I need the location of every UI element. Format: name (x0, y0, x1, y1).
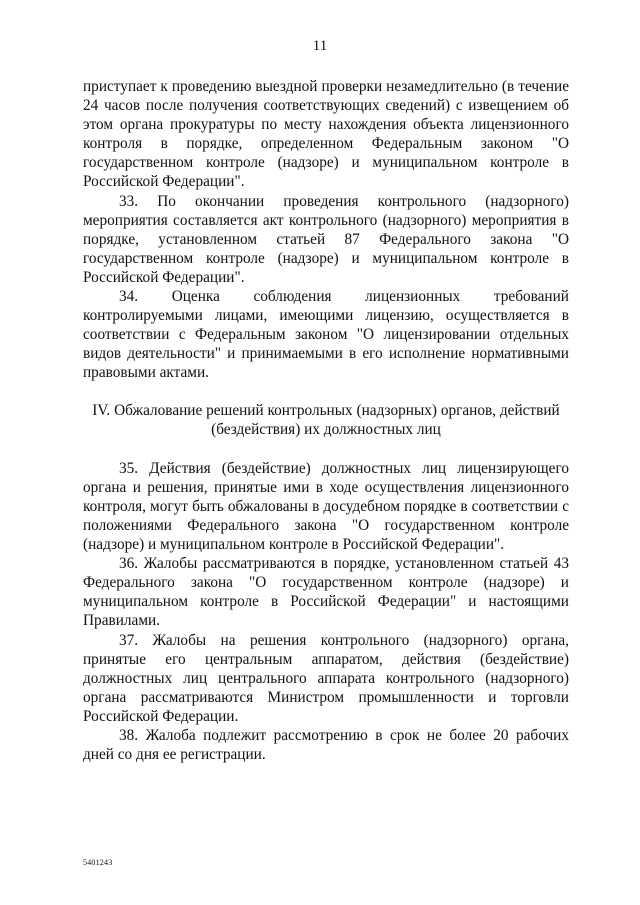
paragraph-38: 38. Жалоба подлежит рассмотрению в срок не более 20 рабочих дней со дня ее регистрации. (83, 727, 569, 764)
page-number: 11 (312, 38, 328, 54)
paragraph-37: 37. Жалобы на решения контрольного (надзорного) органа, принятые его центральным аппаратом, действия (бездействие) должностных лиц центрального аппарата контрольного (надзорного) органа рассматриваются Министром промышленности и торговли Российской Федерации. (83, 631, 569, 725)
paragraph-34: 34. Оценка соблюдения лицензионных требований контролируемыми лицами, имеющими лицензию, осуществляется в соответствии с Федеральным законом "О лицензировании отдельных видов деятельности" и принимаемыми в его исполнение нормативными правовыми актами. (83, 288, 569, 382)
paragraph-33: 33. По окончании проведения контрольного (надзорного) мероприятия составляется акт контрольного (надзорного) мероприятия в порядке, установленном статьей 87 Федерального закона "О государственном контроле (надзоре) и муниципальном контроле в Российской Федерации". (83, 192, 569, 286)
paragraph-35: 35. Действия (бездействие) должностных лиц лицензирующего органа и решения, принятые ими в ходе осуществления лицензионного контроля, могут быть обжалованы в досудебном порядке в соответствии с положениями Федерального закона "О государственном контроле (надзоре) и муниципальном контроле в Российской Федерации". (83, 459, 569, 554)
document-code: 5401243 (83, 858, 113, 867)
section-heading: IV. Обжалование решений контрольных (надзорных) органов, действий (бездействия) их должностных лиц (92, 401, 560, 438)
paragraph-36: 36. Жалобы рассматриваются в порядке, установленном статьей 43 Федерального закона "О государственном контроле (надзоре) и муниципальном контроле в Российской Федерации" и настоящими Правилами. (83, 555, 569, 630)
document-body (83, 77, 569, 764)
paragraph-continuation: приступает к проведению выездной проверки незамедлительно (в течение 24 часов после получения соответствующих сведений) с извещением об этом органа прокуратуры по месту нахождения объекта лицензионного контроля в порядке, определенном Федеральным законом "О государственном контроле (надзоре) и муниципальном контроле в Российской Федерации". (83, 78, 569, 191)
